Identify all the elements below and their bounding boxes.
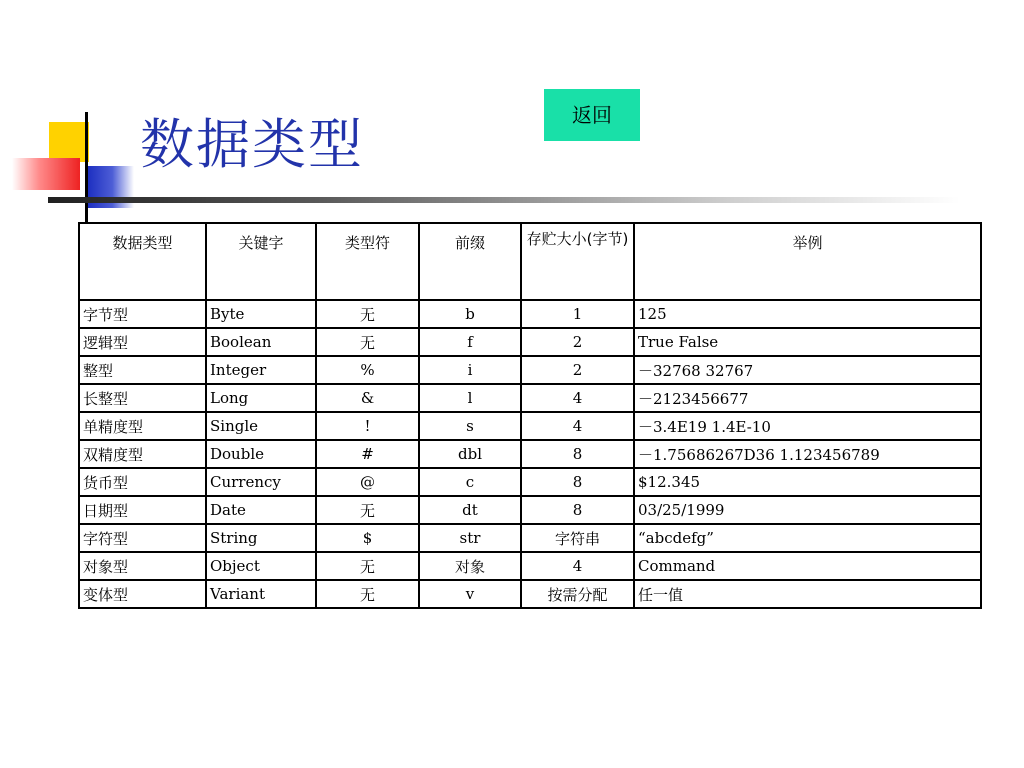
decor-yellow-square: [49, 122, 89, 162]
cell-keyword: Double: [206, 440, 316, 468]
table-row: [79, 328, 981, 356]
header-cell: 关键字: [206, 223, 316, 300]
cell-type-name: 日期型: [79, 496, 206, 524]
cell-keyword: Currency: [206, 468, 316, 496]
table-row: [79, 412, 981, 440]
data-types-table: [78, 222, 982, 609]
cell-size: 8: [521, 468, 634, 496]
cell-prefix: f: [419, 328, 521, 356]
cell-example: －3.4E19 1.4E-10: [634, 412, 981, 440]
cell-type-symbol: @: [316, 468, 419, 496]
cell-keyword: Variant: [206, 580, 316, 608]
cell-example: “abcdefg”: [634, 524, 981, 552]
cell-type-name: 单精度型: [79, 412, 206, 440]
cell-prefix: str: [419, 524, 521, 552]
cell-example: －32768 32767: [634, 356, 981, 384]
cell-example: $12.345: [634, 468, 981, 496]
cell-example: 125: [634, 300, 981, 328]
header-cell: 存贮大小(字节): [521, 223, 634, 300]
table-row: [79, 496, 981, 524]
table-row: [79, 356, 981, 384]
cell-type-name: 长整型: [79, 384, 206, 412]
cell-type-name: 字节型: [79, 300, 206, 328]
table-row: [79, 468, 981, 496]
cell-prefix: s: [419, 412, 521, 440]
cell-type-name: 双精度型: [79, 440, 206, 468]
cell-keyword: Single: [206, 412, 316, 440]
cell-keyword: Byte: [206, 300, 316, 328]
decor-red-bar: [12, 158, 80, 190]
back-button[interactable]: 返回: [544, 89, 640, 141]
cell-prefix: dt: [419, 496, 521, 524]
cell-type-symbol: 无: [316, 300, 419, 328]
header-cell: 前缀: [419, 223, 521, 300]
cell-keyword: Long: [206, 384, 316, 412]
table-row: [79, 552, 981, 580]
cell-example: 任一值: [634, 580, 981, 608]
cell-example: －2123456677: [634, 384, 981, 412]
cell-example: 03/25/1999: [634, 496, 981, 524]
cell-keyword: Date: [206, 496, 316, 524]
cell-size: 8: [521, 496, 634, 524]
table-row: [79, 440, 981, 468]
cell-size: 2: [521, 356, 634, 384]
header-cell: 举例: [634, 223, 981, 300]
cell-type-symbol: 无: [316, 496, 419, 524]
cell-size: 按需分配: [521, 580, 634, 608]
table-row: [79, 524, 981, 552]
cell-type-symbol: #: [316, 440, 419, 468]
cell-size: 8: [521, 440, 634, 468]
cell-type-name: 字符型: [79, 524, 206, 552]
header-cell: 类型符: [316, 223, 419, 300]
cell-size: 2: [521, 328, 634, 356]
cell-example: Command: [634, 552, 981, 580]
cell-type-symbol: %: [316, 356, 419, 384]
cell-type-symbol: !: [316, 412, 419, 440]
cell-type-name: 对象型: [79, 552, 206, 580]
cell-prefix: v: [419, 580, 521, 608]
cell-prefix: 对象: [419, 552, 521, 580]
cell-type-symbol: 无: [316, 552, 419, 580]
cell-prefix: b: [419, 300, 521, 328]
cell-size: 1: [521, 300, 634, 328]
table-row: [79, 300, 981, 328]
cell-prefix: l: [419, 384, 521, 412]
header-cell: 数据类型: [79, 223, 206, 300]
cell-keyword: String: [206, 524, 316, 552]
cell-keyword: Object: [206, 552, 316, 580]
cell-type-name: 货币型: [79, 468, 206, 496]
cell-keyword: Boolean: [206, 328, 316, 356]
cell-type-name: 变体型: [79, 580, 206, 608]
cell-keyword: Integer: [206, 356, 316, 384]
slide-title: 数据类型: [140, 113, 364, 176]
cell-type-name: 整型: [79, 356, 206, 384]
cell-type-symbol: $: [316, 524, 419, 552]
cell-prefix: i: [419, 356, 521, 384]
table-header-row: [79, 223, 981, 300]
cell-type-symbol: 无: [316, 580, 419, 608]
title-underline: [48, 197, 960, 203]
cell-size: 4: [521, 384, 634, 412]
cell-type-name: 逻辑型: [79, 328, 206, 356]
table-row: [79, 384, 981, 412]
cell-type-symbol: &: [316, 384, 419, 412]
cell-prefix: dbl: [419, 440, 521, 468]
cell-size: 4: [521, 552, 634, 580]
cell-example: －1.75686267D36 1.123456789: [634, 440, 981, 468]
cell-prefix: c: [419, 468, 521, 496]
table-row: [79, 580, 981, 608]
cell-example: True False: [634, 328, 981, 356]
cell-size: 4: [521, 412, 634, 440]
cell-size: 字符串: [521, 524, 634, 552]
decor-vertical-line: [85, 112, 88, 222]
cell-type-symbol: 无: [316, 328, 419, 356]
